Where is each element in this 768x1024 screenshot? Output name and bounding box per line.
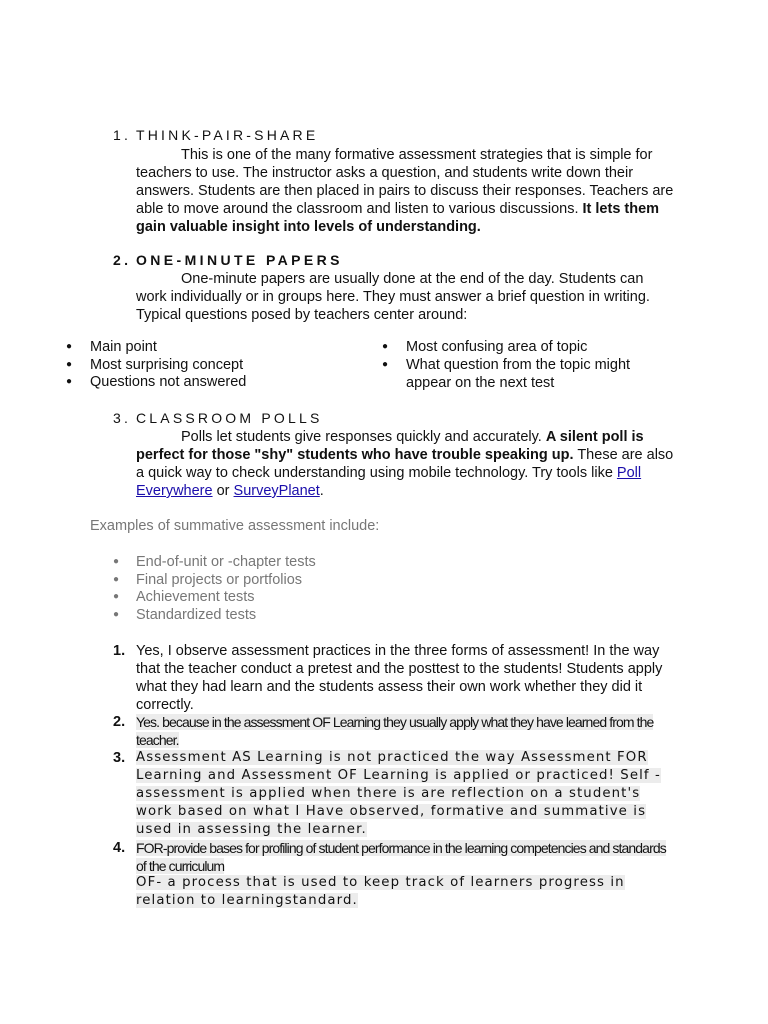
answer-2-paragraph bbox=[136, 713, 678, 749]
section-1-bold-text: It lets them gain valuable insight into levels of understanding. bbox=[136, 201, 660, 235]
section-2-paragraph bbox=[136, 270, 676, 324]
bullet-icon: ● bbox=[113, 591, 120, 602]
section-3-bold-text: A silent poll is perfect for those "shy" students who have trouble speaking up. bbox=[136, 429, 644, 463]
list-item: Most surprising concept bbox=[90, 357, 244, 373]
section-2-number: 2. bbox=[113, 252, 132, 268]
list-item: Standardized tests bbox=[136, 607, 257, 623]
answer-2-text: Yes. because in the assessment OF Learning they usually apply what they have learned from the teacher. bbox=[136, 714, 654, 748]
section-3-paragraph bbox=[136, 428, 676, 500]
answer-4-for-text: FOR-provide bases for profiling of student performance in the learning competencies and standards of the curriculum bbox=[136, 840, 666, 874]
answer-4-number: 4. bbox=[113, 840, 126, 856]
section-1-paragraph bbox=[136, 146, 676, 236]
answer-3-text: Assessment AS Learning is not practiced the way Assessment FOR Learning and Assessment OF Learning is applied or practiced! Self - assessment is applied when there is are reflection on a student's work based on what I Have observed, formative and summative is used in assessing the learner. bbox=[136, 750, 661, 837]
poll-everywhere-link[interactable]: Poll Everywhere bbox=[136, 465, 642, 499]
section-2-text: One-minute papers are usually done at the end of the day. Students can work individually or in groups here. They must answer a brief question in writing. Typical questions posed by teachers center around: bbox=[136, 271, 650, 323]
answer-1-number: 1. bbox=[113, 643, 126, 659]
list-item: Main point bbox=[90, 339, 157, 355]
section-3-text-end: . bbox=[319, 483, 324, 499]
list-item: Final projects or portfolios bbox=[136, 572, 303, 588]
bullet-icon: ● bbox=[113, 574, 120, 585]
surveyplanet-link[interactable]: SurveyPlanet bbox=[233, 483, 320, 499]
section-3-text-or: or bbox=[216, 483, 230, 499]
section-1-number: 1. bbox=[113, 127, 132, 143]
bullet-icon: ● bbox=[66, 376, 73, 387]
list-item: What question from the topic might appear on the next test bbox=[406, 357, 631, 391]
section-3-text-mid: These are also a quick way to check understanding using mobile technology. Try tools like bbox=[136, 447, 674, 481]
bullet-icon: ● bbox=[113, 609, 120, 620]
answer-1-text: Yes, I observe assessment practices in the three forms of assessment! In the way that the teacher conduct a pretest and the posttest to the students! Students apply what they had learn and the students assess their own work whether they did it correctly. bbox=[136, 643, 663, 713]
section-3-text-start: Polls let students give responses quickly and accurately. bbox=[181, 429, 542, 445]
answer-4-for-paragraph bbox=[136, 839, 666, 875]
section-3-heading: CLASSROOM POLLS bbox=[136, 410, 323, 426]
bullet-icon: ● bbox=[66, 341, 73, 352]
bullet-icon: ● bbox=[382, 341, 389, 352]
list-item: Achievement tests bbox=[136, 589, 255, 605]
section-1-text: This is one of the many formative assessment strategies that is simple for teachers to use. The instructor asks a question, and students write down their answers. Students are then placed in pairs to discuss their responses. Teachers are able to move around the classroom and listen to various discussions. bbox=[136, 147, 674, 217]
answer-4-of-text: OF- a process that is used to keep track of learners progress in relation to learningstandard. bbox=[136, 875, 625, 908]
summative-intro: Examples of summative assessment include: bbox=[90, 518, 380, 534]
list-item: Questions not answered bbox=[90, 374, 247, 390]
section-1-heading: THINK-PAIR-SHARE bbox=[136, 127, 319, 143]
answer-3-paragraph bbox=[136, 749, 661, 839]
section-3-number: 3. bbox=[113, 410, 132, 426]
bullet-icon: ● bbox=[382, 359, 389, 370]
list-item: Most confusing area of topic bbox=[406, 339, 588, 355]
list-item: End-of-unit or -chapter tests bbox=[136, 554, 316, 570]
answer-2-number: 2. bbox=[113, 714, 126, 730]
answer-3-number: 3. bbox=[113, 750, 126, 766]
bullet-icon: ● bbox=[113, 556, 120, 567]
bullet-icon: ● bbox=[66, 359, 73, 370]
answer-4-of-paragraph bbox=[136, 874, 641, 910]
section-2-heading: ONE-MINUTE PAPERS bbox=[136, 252, 343, 268]
